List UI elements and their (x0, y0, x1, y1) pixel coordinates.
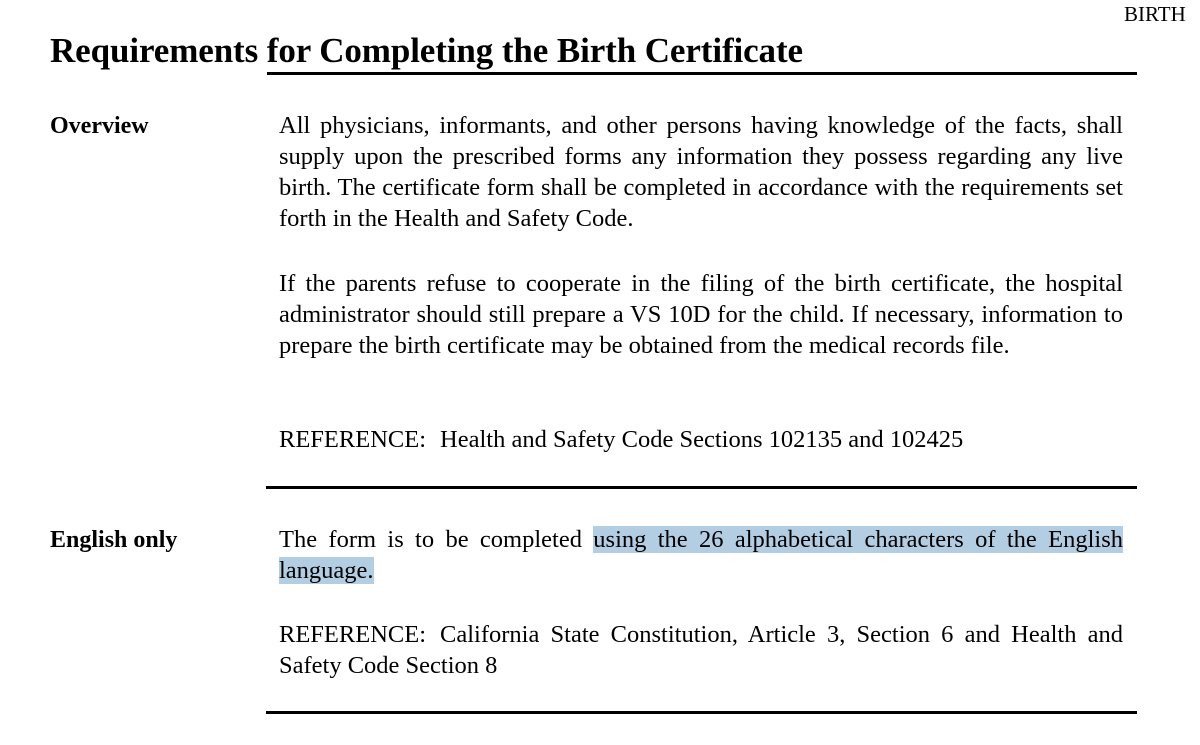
english-only-label: English only (50, 527, 178, 553)
overview-reference[interactable] (279, 424, 1123, 455)
overview-paragraph-2[interactable]: If the parents refuse to cooperate in the filing of the birth certificate, the hospital administrator should still prepare a VS 10D for the child. If necessary, information to prepare the birth certificate may be obtained from the medical records file. (279, 270, 1123, 359)
running-header: BIRTH (1124, 2, 1186, 26)
english-only-paragraph[interactable] (279, 524, 1123, 586)
title-rule (267, 72, 1137, 75)
paragraph-text: The form is to be completed (279, 526, 594, 553)
overview-paragraph-1[interactable]: All physicians, informants, and other persons having knowledge of the facts, shall supply upon the prescribed forms any information they possess regarding any live birth. The certificate form shall be completed in accordance with the requirements set forth in the Health and Safety Code. (279, 112, 1123, 232)
english-only-reference[interactable] (279, 619, 1123, 681)
reference-text: California State Constitution, Article 3, Section 6 and Health and Safety Code Section 8 (279, 621, 1123, 679)
reference-label: REFERENCE: (279, 426, 427, 453)
selected-text-highlight[interactable]: using the 26 alphabetical characters of the English language. (279, 526, 1123, 584)
section-divider (266, 711, 1137, 714)
reference-label: REFERENCE: (279, 621, 427, 648)
page-title: Requirements for Completing the Birth Certificate (50, 31, 803, 70)
reference-text: Health and Safety Code Sections 102135 and 102425 (440, 426, 964, 453)
overview-label: Overview (50, 113, 149, 139)
section-divider (266, 486, 1137, 489)
